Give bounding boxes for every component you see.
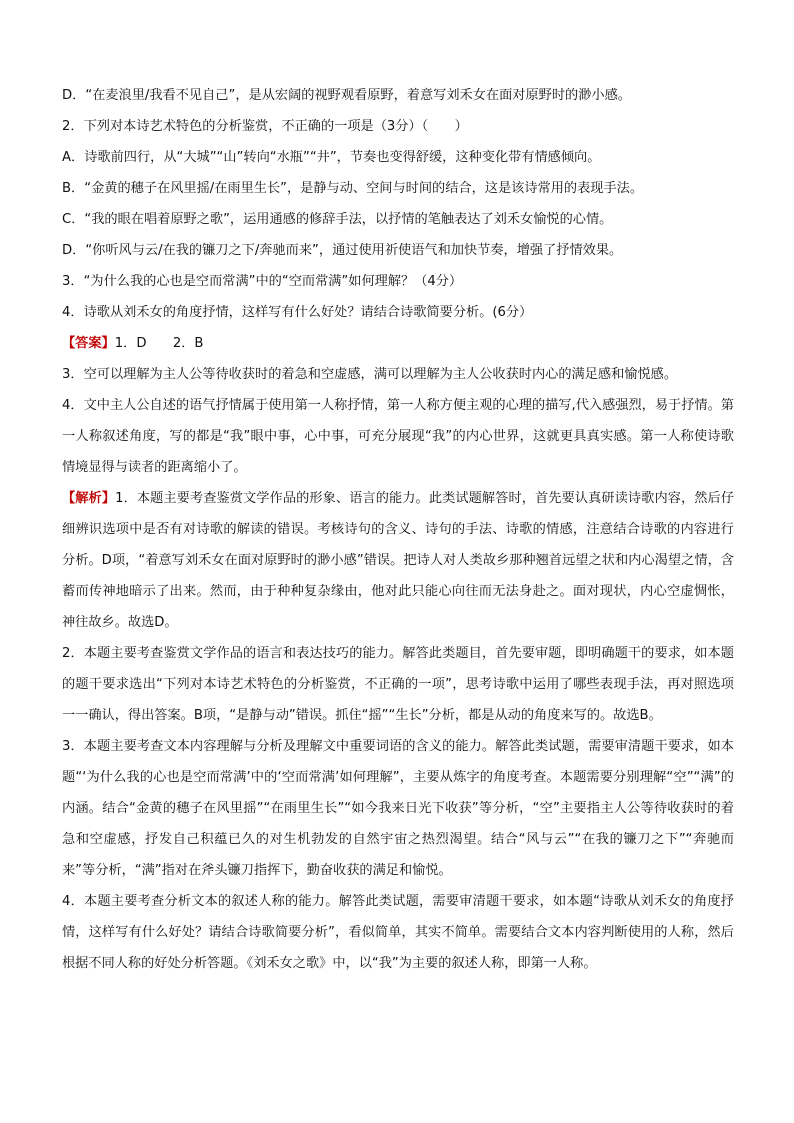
document-page [62, 80, 734, 979]
q2-option-d: D．“你听风与云/在我的镰刀之下/奔驰而来”，通过使用祈使语气和加快节奏，增强了抒情效果。 [62, 243, 623, 258]
q2-option-b: B．“金黄的穗子在风里摇/在雨里生长”，是静与动、空间与时间的结合，这是该诗常用的表现手法。 [62, 181, 644, 196]
analysis-1 [62, 483, 734, 638]
answer-line [62, 328, 734, 359]
answer-3: 3．空可以理解为主人公等待收获时的着急和空虚感，满可以理解为主人公收获时内心的满足感和愉悦感。 [62, 367, 678, 382]
q2-stem: 2．下列对本诗艺术特色的分析鉴赏，不正确的一项是（3分）（ ） [62, 119, 468, 134]
answer-tag: 【答案】 [62, 336, 115, 351]
analysis-tag: 【解析】 [62, 491, 116, 506]
q1-option-d: D．“在麦浪里/我看不见自己”，是从宏阔的视野观看原野，着意写刘禾女在面对原野时的渺小感。 [62, 88, 631, 103]
question-4: 4．诗歌从刘禾女的角度抒情，这样写有什么好处？请结合诗歌简要分析。(6分） [62, 305, 533, 320]
analysis-3: 3．本题主要考查文本内容理解与分析及理解文中重要词语的含义的能力。解答此类试题，需要审清题干要求，如本题“‘为什么我的心也是空而常满’中的‘空而常满’如何理解”，主要从炼字的角度考查。本题需要分别理解“空”“满”的内涵。结合“金黄的穗子在风里摇”“在雨里生长”“如今我来日光下收获”等分析，“空”主要指主人公等待收获时的着急和空虚感，抒发自己积蕴已久的对生机勃发的自然宇宙之热烈渴望。结合“风与云”“在我的镰刀之下”“奔驰而来”等分析，“满”指对在斧头镰刀指挥下，勤奋收获的满足和愉悦。 [62, 739, 734, 878]
analysis-2: 2．本题主要考查鉴赏文学作品的语言和表达技巧的能力。解答此类题目，首先要审题，即明确题干的要求，如本题的题干要求选出“下列对本诗艺术特色的分析鉴赏，不正确的一项”，思考诗歌中运用了哪些表现手法，再对照选项一一确认，得出答案。B项，“是静与动”错误。抓住“摇”“生长”分析，都是从动的角度来写的。故选B。 [62, 646, 734, 723]
answer-4: 4．文中主人公自述的语气抒情属于使用第一人称抒情，第一人称方便主观的心理的描写,代入感强烈，易于抒情。第一人称叙述角度，写的都是“我”眼中事，心中事，可充分展现“我”的内心世界，这就更具真实感。第一人称使诗歌情境显得与读者的距离缩小了。 [62, 398, 734, 475]
q2-option-c: C．“我的眼在唱着原野之歌”，运用通感的修辞手法，以抒情的笔触表达了刘禾女愉悦的心情。 [62, 212, 613, 227]
q2-option-a: A．诗歌前四行，从“大城”“山”转向“水瓶”“井”，节奏也变得舒缓，这种变化带有情感倾向。 [62, 150, 601, 165]
analysis-1-text: 1．本题主要考查鉴赏文学作品的形象、语言的能力。此类试题解答时，首先要认真研读诗歌内容，然后仔细辨识选项中是否有对诗歌的解读的错误。考核诗句的含义、诗句的手法、诗歌的情感，注意结合诗歌的内容进行分析。D项，“着意写刘禾女在面对原野时的渺小感”错误。把诗人对人类故乡那种翘首远望之状和内心渴望之情，含蓄而传神地暗示了出来。然而，由于种种复杂缘由，他对此只能心向往而无法身赴之。面对现状，内心空虚惆怅，神往故乡。故选D。 [62, 491, 735, 630]
analysis-4: 4．本题主要考查分析文本的叙述人称的能力。解答此类试题，需要审清题干要求，如本题“诗歌从刘禾女的角度抒情，这样写有什么好处？请结合诗歌简要分析”，看似简单，其实不简单。需要结合文本内容判断使用的人称，然后根据不同人称的好处分析答题。《刘禾女之歌》中，以“我”为主要的叙述人称，即第一人称。 [62, 894, 734, 971]
question-3: 3．“为什么我的心也是空而常满”中的“空而常满”如何理解？（4分） [62, 274, 463, 289]
answer-choices: 1．D 2．B [114, 336, 204, 351]
